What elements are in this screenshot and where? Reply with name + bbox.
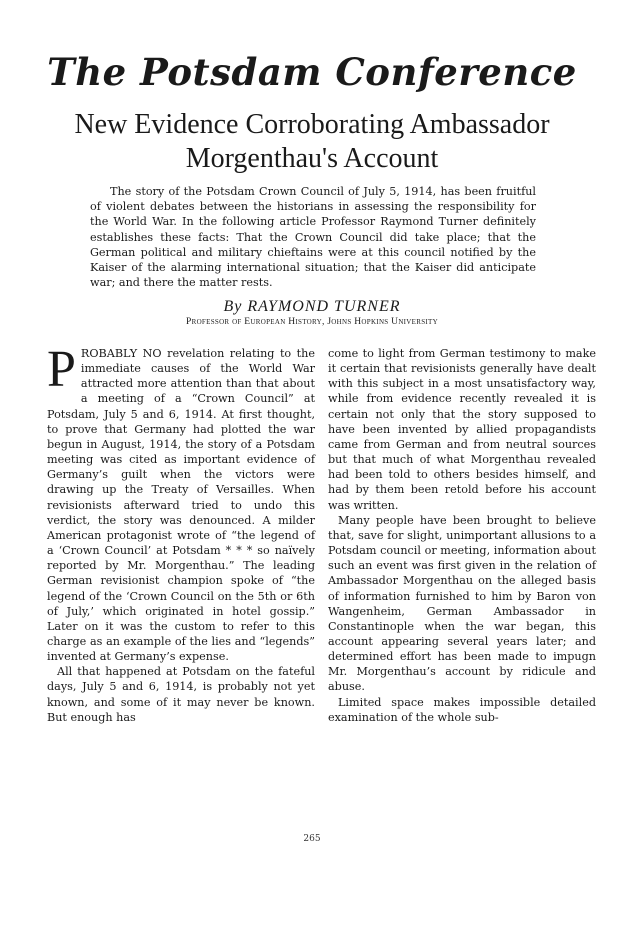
author-name: RAYMOND TURNER [247,298,401,315]
byline [150,298,474,316]
left-paragraph-1 [47,341,315,664]
left-paragraph-2: All that happened at Potsdam on the fateful days, July 5 and 6, 1914, is probably not yet known, and some of it may never be known. But enough has [47,665,315,724]
article-subtitle: New Evidence Corroborating Ambassador Morgenthau's Account [74,109,550,174]
right-paragraph-1: come to light from German testimony to make it certain that revisionists generally have dealt with this subject in a most unsatisfactory way, while from evidence recently revealed it is certain not only that the story supposed to have been invented by allied propagandists came from German and from neutral sources but that much of what Morgenthau revealed had been told to others besides himself, and had by them been retold before his account was written. [328,347,596,512]
author-affiliation: Professor of European History, Johns Hopkins University [186,317,438,327]
summary-text: The story of the Potsdam Crown Council of July 5, 1914, has been fruitful of violent debates between the historians in assessing the responsibility for the World War. In the following article Professor Raymond Turner definitely establishes these facts: That the Crown Council did take place; that the German political and military chieftains were at this council notified by the Kaiser of the alarming international situation; that the Kaiser did anticipate war; and there the matter rests. [90,185,536,290]
article-title: The Potsdam Conference [47,50,577,94]
article-summary [90,184,536,290]
byline-prefix: By [223,298,243,315]
right-paragraph-3: Limited space makes impossible detailed examination of the whole sub- [328,695,596,724]
left-paragraph-1-text: ROBABLY NO revelation relating to the immediate causes of the World War attracted more attention than that about a meeting of a “Crown Council” at Potsdam, July 5 and 6, 1914. At first thought, to prove that Germany had plotted the war begun in August, 1914, the story of a Potsdam meeting was cited as important evidence of Germany’s guilt when the victors were drawing up the Treaty of Versailles. When revisionists afterward tried to undo this verdict, the story was denounced. A milder American protagonist wrote of “the legend of a ‘Crown Council’ at Potsdam * * * so naïvely reported by Mr. Morgenthau.” The leading German revisionist champion spoke of “the legend of the ‘Crown Council on the 5th or 6th of July,’ which originated in hotel gossip.” Later on it was the custom to refer to this charge as an example of the lies and “legends” invented at Germany’s expense. [47,347,315,664]
right-column [328,346,596,725]
left-column [47,341,315,725]
right-paragraph-2: Many people have been brought to believe that, save for slight, unimportant allusions to a Potsdam council or meeting, information about such an event was first given in the relation of Ambassador Morgenthau on the alleged basis of information furnished to him by Baron von Wangenheim, German Ambassador in Constantinople when the war began, this account appearing several years later; and determined effort has been made to impugn Mr. Morgenthau’s account by ridicule and abuse. [328,513,596,694]
page-number: 265 [303,834,321,844]
drop-cap: P [47,341,76,398]
